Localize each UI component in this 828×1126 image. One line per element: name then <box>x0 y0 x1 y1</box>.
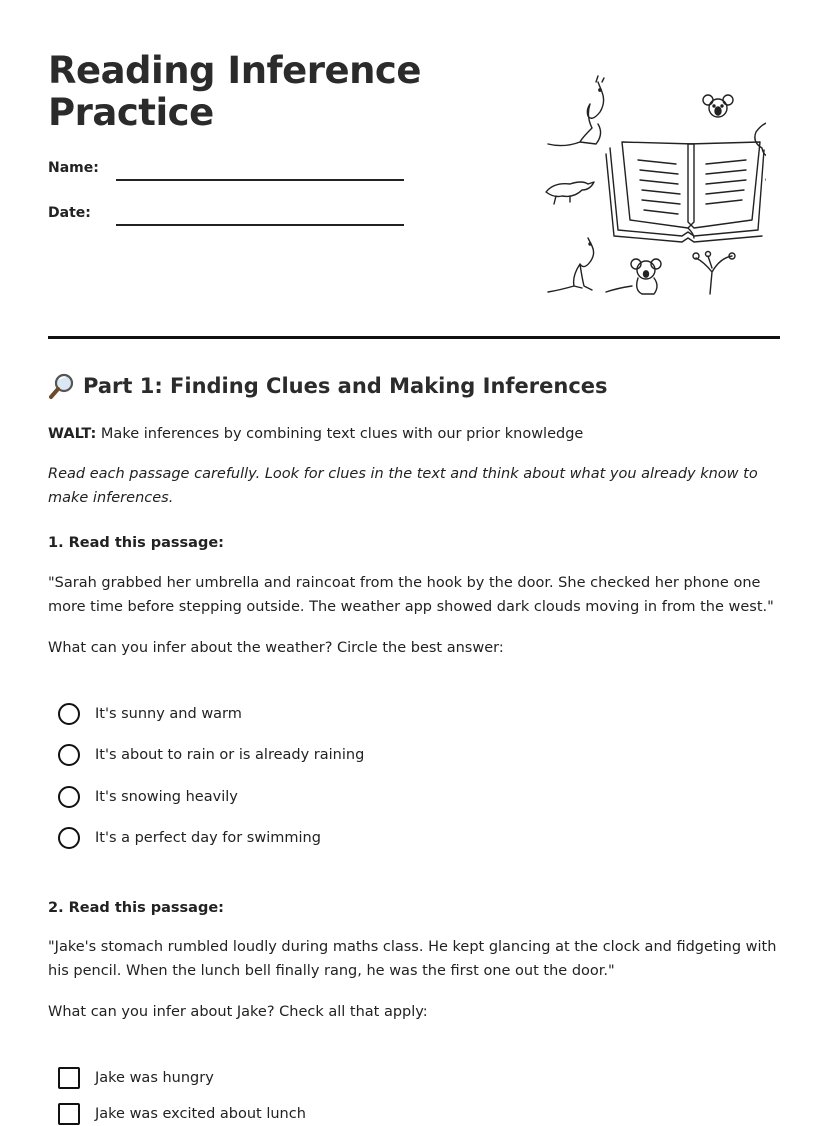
page-title <box>48 50 421 134</box>
question-1-option[interactable] <box>58 785 238 809</box>
option-label: It's about to rain or is already raining <box>95 747 365 763</box>
question-2-option[interactable] <box>58 1066 214 1090</box>
kangaroo-icon-2 <box>548 238 594 292</box>
name-write-line[interactable] <box>116 179 404 181</box>
name-field[interactable] <box>48 158 408 182</box>
option-label: It's snowing heavily <box>95 789 238 805</box>
question-1-heading: 1. Read this passage: <box>48 535 224 551</box>
option-label: It's a perfect day for swimming <box>95 830 321 846</box>
date-write-line[interactable] <box>116 224 404 226</box>
magnifying-glass-icon <box>48 372 76 400</box>
radio-circle[interactable] <box>58 786 80 808</box>
question-2-heading: 2. Read this passage: <box>48 900 224 916</box>
kangaroo-icon <box>548 76 604 146</box>
question-2-prompt: What can you infer about Jake? Check all that apply: <box>48 1004 428 1020</box>
question-1-passage: "Sarah grabbed her umbrella and raincoat from the hook by the door. She checked her phone one more time before stepping outside. The weather app showed dark clouds moving in from the west." <box>48 575 774 615</box>
instructions-text: Read each passage carefully. Look for clues in the text and think about what you already know to make inferences. <box>48 466 758 506</box>
name-label: Name: <box>48 160 99 176</box>
option-label: Jake was hungry <box>95 1070 214 1086</box>
date-field[interactable] <box>48 203 408 227</box>
title-line-2: Practice <box>48 91 214 134</box>
walt-statement <box>48 422 780 446</box>
question-2-passage: "Jake's stomach rumbled loudly during maths class. He kept glancing at the clock and fidgeting with his pencil. When the lunch bell finally rang, he was the first one out the door." <box>48 939 777 979</box>
book-and-australian-animals-illustration <box>526 72 766 302</box>
walt-label: WALT: <box>48 426 97 442</box>
small-tree-icon <box>693 252 735 295</box>
question-1-option[interactable] <box>58 702 242 726</box>
open-book-icon <box>606 142 764 242</box>
checkbox[interactable] <box>58 1103 80 1125</box>
question-2-option[interactable] <box>58 1102 306 1126</box>
radio-circle[interactable] <box>58 703 80 725</box>
question-1-prompt: What can you infer about the weather? Circle the best answer: <box>48 640 504 656</box>
checkbox[interactable] <box>58 1067 80 1089</box>
title-line-1: Reading Inference <box>48 49 421 92</box>
radio-circle[interactable] <box>58 744 80 766</box>
question-1-option[interactable] <box>58 743 364 767</box>
header-divider <box>48 336 780 339</box>
question-1-option[interactable] <box>58 826 321 850</box>
radio-circle[interactable] <box>58 827 80 849</box>
walt-text: Make inferences by combining text clues with our prior knowledge <box>96 426 584 442</box>
section-title-text: Part 1: Finding Clues and Making Inferences <box>83 374 608 398</box>
koala-icon <box>606 259 661 294</box>
platypus-icon <box>546 182 594 204</box>
option-label: It's sunny and warm <box>95 706 242 722</box>
date-label: Date: <box>48 205 91 221</box>
worksheet-page <box>48 0 780 1122</box>
section-title <box>48 372 608 400</box>
option-label: Jake was excited about lunch <box>95 1106 306 1122</box>
worksheet-header <box>48 0 780 340</box>
koala-face-icon <box>703 95 733 117</box>
